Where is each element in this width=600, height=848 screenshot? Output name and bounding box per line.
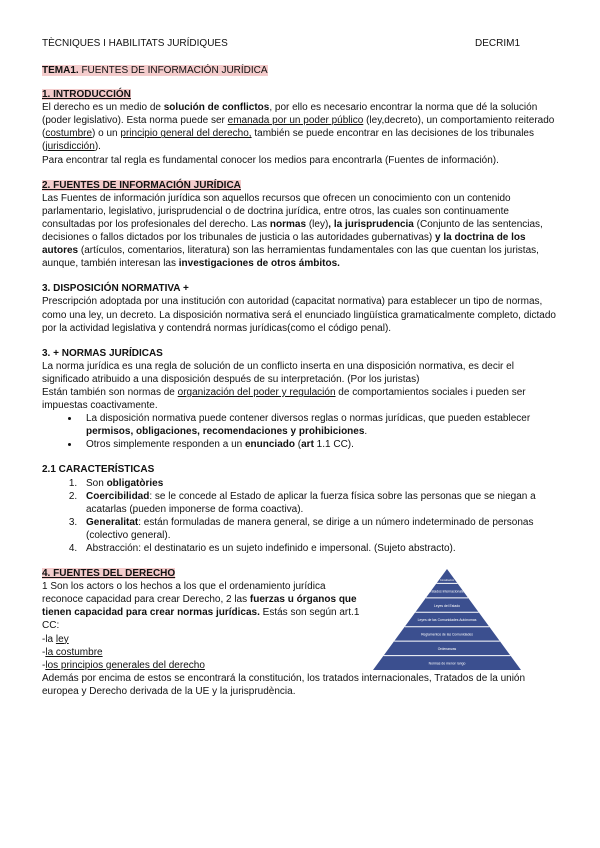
list-item: 4. Abstracción: el destinatario es un sujeto indefinido e impersonal. (Sujeto abstracto). — [80, 542, 562, 555]
pyramid-svg — [372, 567, 522, 672]
section-heading: 3. DISPOSICIÓN NORMATIVA + — [42, 283, 189, 295]
paragraph: Además por encima de estos se encontrará la constitución, los tratados internacionales, Tratados de la unión europea y Derecho derivada de la UE y la jurisprudència. — [42, 672, 526, 697]
section-heading: 2.1 CARACTERÍSTICAS — [42, 464, 155, 476]
list-item: 1. Son obligatòries — [80, 477, 562, 490]
paragraph: Están también son normas de organización del poder y regulación de comportamientos sociales i pueden ser impuestas coactivamente. — [42, 386, 526, 412]
section-heading: 3. + NORMAS JURÍDICAS — [42, 347, 163, 359]
paragraph: Las Fuentes de información jurídica son aquellos recursos que ofrecen un conocimiento con un contenido parlamentario, legislativo, jurisprudencial o de doctrina jurídica, entre otros, las cuales son continuamente consultadas por los profesionales del derecho. Las normas (ley), la jurisprudencia (Conjunto de las sentencias, decisiones o fallos dictados por los tribunales de justicia o las autoridades gubernativas) y la doctrina de los autores (artículos, comentarios, literatura) son las herramientas fundamentales con las que cuentan los juristas, aunque, también interesan las investigaciones de otros ámbitos. — [42, 192, 543, 270]
pyramid-level-label: Reglamentos de las Comunidades — [421, 632, 473, 637]
section-heading: 1. INTRODUCCIÓN — [42, 89, 131, 101]
pyramid-level-label: Ordenanzas — [437, 647, 457, 652]
course-title: TÈCNIQUES I HABILITATS JURÍDIQUES — [42, 38, 228, 49]
paragraph: El derecho es un medio de solución de conflictos, por ello es necesario encontrar la norma que dé la solución (poder legislativo). Esta norma puede ser emanada por un poder público (ley,decreto), un comportamiento reiterado (costumbre) o un principio general del derecho, también se puede encontrar en las decisiones de los tribunales (jurisdicción). — [42, 102, 555, 153]
numbered-list — [42, 477, 562, 556]
pyramid-level-label: Leyes de las Comunidades Autónomas — [417, 618, 477, 623]
section-fuentes-informacion — [42, 179, 562, 271]
paragraph: Para encontrar tal regla es fundamental conocer los medios para encontrarla (Fuentes de información). — [42, 154, 499, 166]
course-code: DECRIM1 — [475, 38, 521, 49]
paragraph: La norma jurídica es una regla de solución de un conflicto inserta en una disposición normativa, es decir el significado atribuido a una disposición después de su interpretación. (Por los juristas) — [42, 360, 514, 385]
title-prefix: TEMA1. — [42, 65, 79, 76]
list-line: -la ley — [42, 633, 69, 645]
section-heading: 4. FUENTES DEL DERECHO — [42, 568, 176, 580]
list-item: • La disposición normativa puede contener diversos reglas o normas jurídicas, que pueden establecer permisos, obligaciones, recomendaciones y prohibiciones. — [80, 412, 562, 438]
section-caracteristicas — [42, 463, 562, 555]
section-fuentes-derecho — [42, 567, 562, 698]
list-item: • Otros simplemente responden a un enunciado (art 1.1 CC). — [80, 438, 562, 451]
list-item: 2. Coercibilidad: se le concede al Estado de aplicar la fuerza física sobre las personas que se niegan a acatarlas (pueden imponerse de forma coactiva). — [80, 490, 562, 516]
section-heading: 2. FUENTES DE INFORMACIÓN JURÍDICA — [42, 179, 241, 191]
pyramid-level-label: Normas de menor rango — [428, 661, 466, 666]
list-line: -los principios generales del derecho — [42, 659, 205, 671]
title-text: FUENTES DE INFORMACIÓN JURÍDICA — [78, 65, 268, 76]
section-disposicion-normativa — [42, 282, 562, 334]
list-item: 3. Generalitat: están formuladas de manera general, se dirige a un número indeterminado de personas (colectivo general). — [80, 516, 562, 542]
document-body — [42, 64, 562, 710]
paragraph: Prescripción adoptada por una institución con autoridad (capacitat normativa) para establecer un tipo de normas, como una ley, un decreto. La disposición normativa será el enunciado lingüística gramaticalmente completo, dictado por la actividad legislativa y contendrá normas jurídicas(como el código penal). — [42, 296, 556, 334]
bullet-list — [42, 412, 562, 451]
page-title — [42, 64, 562, 77]
pyramid-level-label: Tratados internacionales — [428, 589, 466, 594]
section-normas-juridicas — [42, 347, 562, 452]
pyramid-level-label: Leyes del Estado — [433, 603, 461, 608]
pyramid-level-label: Constitución — [439, 579, 455, 583]
paragraph: 1 Son los actors o los hechos a los que el ordenamiento jurídica reconoce capacidad para crear Derecho, 2 las fuerzas u órganos que tienen capacidad para crear normas jurídicas. Estás son según art.1 CC: — [42, 581, 360, 632]
page-header — [42, 37, 558, 51]
section-introduccion — [42, 88, 562, 167]
list-line: -la costumbre — [42, 646, 103, 658]
hierarchy-pyramid-diagram — [372, 567, 522, 672]
